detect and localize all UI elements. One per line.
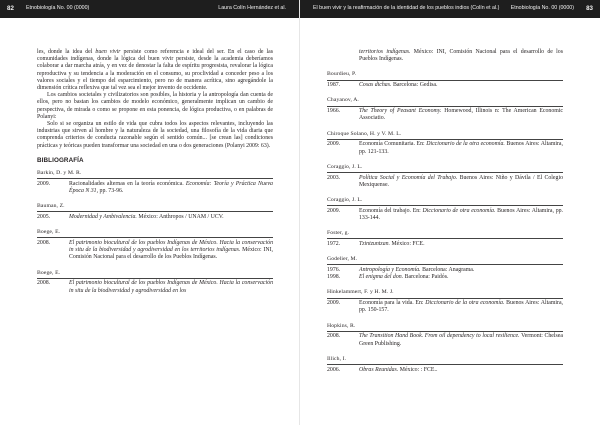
divider xyxy=(327,106,563,107)
right-page-number: 83 xyxy=(586,4,593,12)
reference-author: Hopkins, R. xyxy=(327,322,356,329)
divider xyxy=(37,237,273,238)
divider xyxy=(327,205,563,206)
divider xyxy=(37,278,273,279)
reference-entry xyxy=(327,131,563,156)
right-journal-title: Etnobiología No. 00 (0000) xyxy=(510,5,574,11)
reference-entry xyxy=(327,164,563,189)
reference-author: Illich, I. xyxy=(327,355,347,362)
reference-item: 2008. El patrimonio biocultural de los pueblos Indígenas de México. Hacia la conservación in situ de la biodiversidad y agrodiversidad en los territorios indígenas. México: INI, Comisión Nacional para el desarrollo de los Pueblos Indígenas. xyxy=(37,240,273,261)
reference-entry xyxy=(37,203,273,221)
reference-list xyxy=(327,71,563,373)
body-paragraph: Solo si se organiza un estilo de vida que cubra todos los aspectos relevantes, incluyendo las industrias que sirven al hombre y la naturaleza de la sociedad, una filosofía de la vida diaria que comprenda criterios de conducta razonable según el sentido común... [se crean las] condiciones prácticas y teóricas pueden transformar una sociedad en una o dos generaciones (Polanyi 2009: 63). xyxy=(37,121,273,149)
reference-continuation: territorios indígenas. México: INI, Comisión Nacional para el desarrollo de los Pueblos Indígenas. xyxy=(359,49,563,63)
divider xyxy=(327,139,563,140)
reference-entry xyxy=(37,229,273,261)
reference-item: 1998. El enigma del don. Barcelona: Paidós. xyxy=(327,274,449,281)
reference-author: Coraggio, J. L. xyxy=(327,163,363,170)
reference-entry xyxy=(37,270,273,295)
reference-author: Chayanov, A. xyxy=(327,97,359,104)
reference-item: 2009. Racionalidades alternas en la teoría económica. Economía: Teoría y Práctica Nueva Época N 31, pp. 73-96. xyxy=(37,180,273,195)
divider xyxy=(327,172,563,173)
reference-author: Hinkelammert, F. y H. M. J. xyxy=(327,289,394,296)
left-text-column xyxy=(37,49,273,303)
reference-item: 1966. The Theory of Peasant Economy. Homewood, Illinois n: The American Economic Associatio. xyxy=(327,108,564,122)
right-page xyxy=(300,0,600,425)
reference-author: Bourdieu, P. xyxy=(327,71,357,78)
reference-item: 2005. Modernidad y Ambivalencia. México: Anthropos / UNAM / UCV. xyxy=(37,214,224,221)
right-text-column xyxy=(327,49,563,382)
divider xyxy=(37,211,273,212)
reference-item: 2009. Economía del trabajo. En: Diccionario de otra economía. Buenos Aires: Altamira, pp. 133-144. xyxy=(327,207,564,222)
reference-author: Bauman, Z. xyxy=(37,203,65,210)
reference-entry xyxy=(327,256,563,281)
reference-item: 2008. The Transition Hand Book. From oil dependency to local resilience. Vermont: Chelsea Green Publishing. xyxy=(327,333,563,347)
reference-entry xyxy=(327,230,563,248)
reference-item: 1976. Antropología y Economía. Barcelona: Anagrama. xyxy=(327,267,475,274)
body-paragraph: Los cambios societales y civilizatorios son posibles, la historia y la antropología dan cuenta de ellos, pero no bastan los cambios de modelo económico, generalmente implican un cambio de perspectiva, de mirada o como se propone en esta ponencia, de lógica productiva, o en palabras de Polanyi: xyxy=(37,92,273,120)
divider xyxy=(327,238,563,239)
left-page-header xyxy=(0,0,300,18)
bibliography-heading: BIBLIOGRAFÍA xyxy=(37,156,84,164)
reference-author: Barkin, D. y M. R. xyxy=(37,170,82,177)
reference-author: Chiroque Solano, H. y V. M. L. xyxy=(327,130,402,137)
reference-entry xyxy=(327,289,563,314)
reference-author: Boege, E. xyxy=(37,229,61,236)
reference-author: Boege, E. xyxy=(37,269,61,276)
right-page-header xyxy=(300,0,600,18)
divider xyxy=(37,178,273,179)
body-paragraph: les, donde la idea del buen vivir persiste como referencia e ideal del ser. En el caso de las comunidades indígenas, donde la lógica del buen vivir persiste, desde la academia deberíamos colaborar a dar marcha atrás, y en vez de denostar la falta de espíritu progresista, revalorar la lógica reproductiva y su tendencia a la moderación en el consumo, su proclividad a conceder peso a los valores sociales y el tiempo del esparcimiento, pero no de manera acrítica, sino agregándole la dimensión crítica reflexiva que tal vez sea el mejor invento de occidente. xyxy=(37,49,274,92)
divider xyxy=(327,80,563,81)
reference-item: 2009. Economía Comunitaria. En: Diccionario de la otra economía. Buenos Aires: Altamira, pp. 121-133. xyxy=(327,141,563,155)
reference-author: Coraggio, J. L. xyxy=(327,197,363,204)
reference-author: Foster, g. xyxy=(327,230,350,237)
reference-item: 2006. Obras Reunidas. México: : FCE.. xyxy=(327,366,438,373)
reference-entry xyxy=(327,323,563,348)
reference-entry xyxy=(327,97,563,122)
left-running-head: Laura Colín Hernández et al. xyxy=(218,5,286,11)
reference-item: 2008. El patrimonio biocultural de los pueblos Indígenas de México. Hacia la conservación in situ de la biodiversidad y agrodiversidad en los xyxy=(37,280,273,294)
reference-item: 2003. Política Social y Economía del Trabajo. Buenos Aires: Niño y Dávila / El Colegio Mexiquense. xyxy=(327,174,563,188)
divider xyxy=(327,264,563,265)
reference-entry xyxy=(327,71,563,89)
left-journal-title: Etnobiología No. 00 (0000) xyxy=(26,5,90,11)
right-running-head: El buen vivir y la reafirmación de la identidad de los pueblos indios (Colín et al.) xyxy=(313,5,500,11)
reference-item: 1972. Tzintzuntzan. México: FCE. xyxy=(327,241,425,248)
divider xyxy=(327,298,563,299)
reference-entry xyxy=(327,197,563,222)
divider xyxy=(327,364,563,365)
divider xyxy=(327,331,563,332)
reference-item: 1987. Cosas dichas. Barcelona: Gedisa. xyxy=(327,82,438,89)
left-page-number: 82 xyxy=(7,4,14,12)
reference-item: 2009. Economía para la vida. En: Diccionario de la otra economía. Buenos Aires: Altamira, pp. 150-157. xyxy=(327,300,564,314)
reference-entry xyxy=(327,356,563,374)
reference-author: Godelier, M. xyxy=(327,256,358,263)
reference-entry xyxy=(37,170,273,195)
